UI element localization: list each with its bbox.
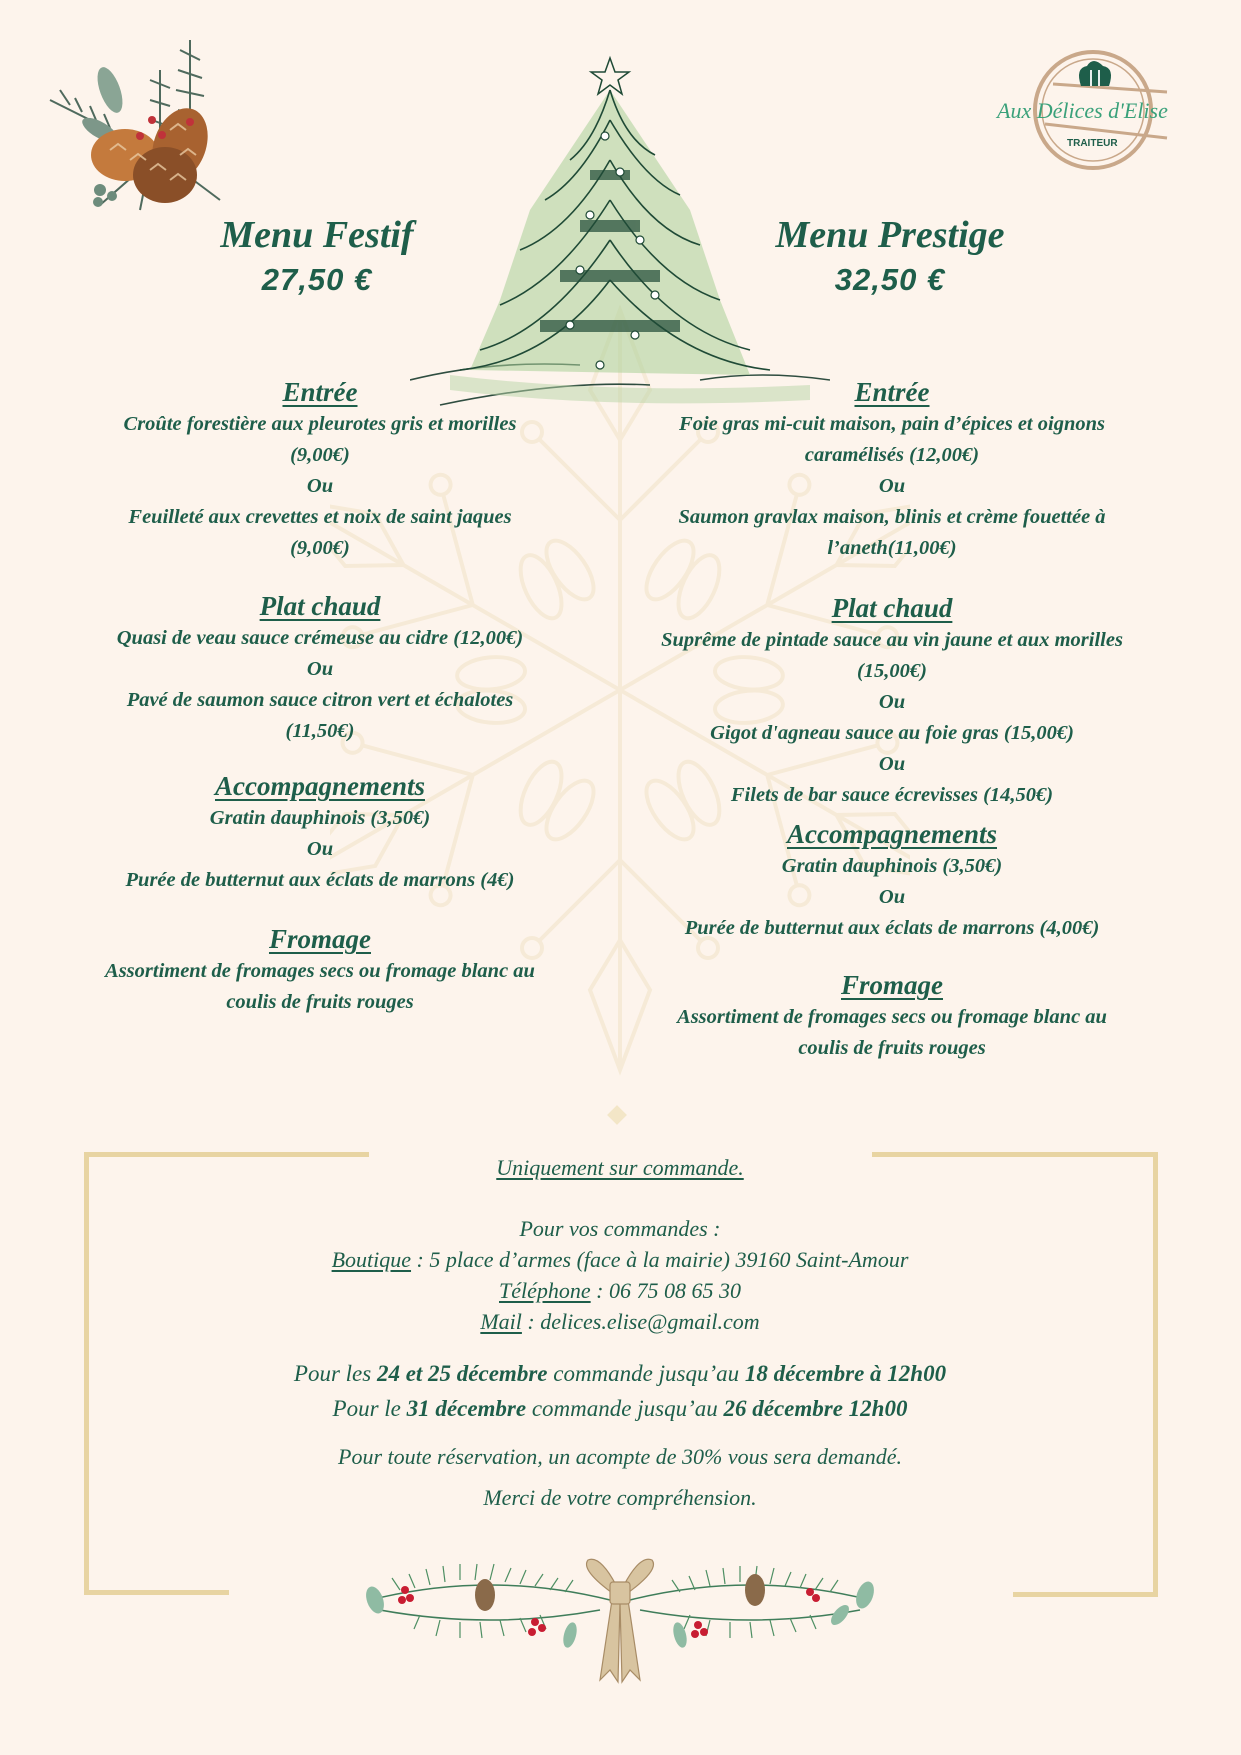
mail-label: Mail bbox=[480, 1309, 522, 1334]
deadline-date: 26 décembre 12h00 bbox=[723, 1396, 908, 1421]
menu-line: Purée de butternut aux éclats de marrons (4,00€) bbox=[684, 917, 1100, 939]
section-fromage bbox=[40, 922, 600, 1018]
menu-line: Pavé de saumon sauce citron vert et échalotes bbox=[126, 689, 514, 711]
menu-line: Suprême de pintade sauce au vin jaune et aux morilles bbox=[661, 629, 1123, 651]
menu-line: Gratin dauphinois (3,50€) bbox=[209, 807, 431, 829]
shop-line bbox=[130, 1244, 1110, 1275]
section-title: Plat chaud bbox=[831, 593, 953, 623]
section-title: Fromage bbox=[268, 924, 371, 954]
thanks-note: Merci de votre compréhension. bbox=[483, 1485, 757, 1510]
logo-badge-icon bbox=[995, 48, 1205, 173]
menu-title: Menu Prestige bbox=[775, 214, 1005, 256]
deadline-date: 31 décembre bbox=[406, 1396, 527, 1421]
menu-price: 32,50 € bbox=[834, 262, 946, 297]
frame-bottom-right bbox=[1013, 1592, 1158, 1597]
menu-line: (9,00€) bbox=[290, 444, 350, 466]
menu-line: Ou bbox=[878, 691, 906, 713]
menu-line: Croûte forestière aux pleurotes gris et morilles bbox=[123, 413, 517, 435]
only-on-order: Uniquement sur commande. bbox=[496, 1155, 744, 1180]
logo-traiteur: TRAITEUR bbox=[1067, 138, 1118, 149]
menu-column-prestige bbox=[612, 375, 1172, 1064]
deposit-note: Pour toute réservation, un acompte de 30% vous sera demandé. bbox=[338, 1444, 902, 1469]
menu-line: (11,50€) bbox=[285, 720, 355, 742]
contact-block bbox=[130, 1213, 1110, 1337]
section-accompagnements bbox=[612, 817, 1172, 944]
menu-line: Quasi de veau sauce crémeuse au cidre (12,00€) bbox=[116, 627, 524, 649]
menu-line: Ou bbox=[878, 475, 906, 497]
menu-line: Gratin dauphinois (3,50€) bbox=[781, 855, 1003, 877]
frame-bottom-left bbox=[84, 1590, 229, 1595]
deadline-date: 18 décembre à 12h00 bbox=[744, 1361, 947, 1386]
menu-line: caramélisés (12,00€) bbox=[804, 444, 980, 466]
section-title: Fromage bbox=[840, 970, 943, 1000]
phone-label: Téléphone bbox=[499, 1278, 591, 1303]
menu-line: coulis de fruits rouges bbox=[798, 1037, 986, 1059]
menu-line: Ou bbox=[306, 658, 334, 680]
section-title: Entrée bbox=[282, 377, 358, 407]
menu-line: (9,00€) bbox=[290, 537, 350, 559]
deadline-line bbox=[130, 1391, 1110, 1426]
section-accompagnements bbox=[40, 769, 600, 896]
menu-line: l’aneth(11,00€) bbox=[827, 537, 957, 559]
deadline-text: Pour le bbox=[332, 1396, 407, 1421]
section-entree bbox=[40, 375, 600, 564]
deadline-text: commande jusqu’au bbox=[547, 1361, 745, 1386]
section-title: Accompagnements bbox=[215, 771, 425, 801]
menu-line: Ou bbox=[306, 838, 334, 860]
section-plat-chaud bbox=[612, 591, 1172, 811]
menu-line: Purée de butternut aux éclats de marrons (4€) bbox=[125, 869, 515, 891]
phone-number[interactable]: : 06 75 08 65 30 bbox=[590, 1278, 741, 1303]
section-entree bbox=[612, 375, 1172, 564]
menu-price: 27,50 € bbox=[261, 262, 373, 297]
menu-line: coulis de fruits rouges bbox=[226, 991, 414, 1013]
section-fromage bbox=[612, 968, 1172, 1064]
section-title: Entrée bbox=[854, 377, 930, 407]
menu-line: Feuilleté aux crevettes et noix de saint jaques bbox=[128, 506, 512, 528]
menu-column-festif bbox=[40, 375, 600, 1018]
menu-line: Foie gras mi-cuit maison, pain d’épices et oignons bbox=[679, 413, 1105, 435]
menu-line: (15,00€) bbox=[856, 660, 928, 682]
menu-line: Saumon gravlax maison, blinis et crème fouettée à bbox=[678, 506, 1106, 528]
menu-header-prestige bbox=[670, 212, 1110, 302]
menu-line: Assortiment de fromages secs ou fromage blanc au bbox=[105, 960, 535, 982]
mail-line bbox=[130, 1306, 1110, 1337]
deadline-text: Pour les bbox=[293, 1361, 377, 1386]
deadline-date: 24 et 25 décembre bbox=[376, 1361, 548, 1386]
section-title: Plat chaud bbox=[259, 591, 381, 621]
mail-address[interactable]: : delices.elise@gmail.com bbox=[521, 1309, 760, 1334]
menu-line: Ou bbox=[878, 886, 906, 908]
section-title: Accompagnements bbox=[787, 819, 997, 849]
order-info bbox=[130, 1150, 1110, 1513]
shop-label: Boutique bbox=[331, 1247, 412, 1272]
deadline-line bbox=[130, 1356, 1110, 1391]
frame-left bbox=[84, 1152, 89, 1594]
phone-line bbox=[130, 1275, 1110, 1306]
menu-title: Menu Festif bbox=[220, 214, 414, 256]
logo-script: Aux Délices d'Elise bbox=[997, 98, 1168, 123]
menu-line: Filets de bar sauce écrevisses (14,50€) bbox=[730, 784, 1054, 806]
shop-address: : 5 place d’armes (face à la mairie) 39160 Saint-Amour bbox=[411, 1247, 909, 1272]
order-deadlines bbox=[130, 1356, 1110, 1426]
menu-line: Gigot d'agneau sauce au foie gras (15,00€) bbox=[710, 722, 1074, 744]
brand-logo bbox=[995, 48, 1205, 173]
orders-intro: Pour vos commandes : bbox=[519, 1216, 721, 1241]
garland-bow-icon bbox=[360, 1540, 880, 1685]
menu-line: Assortiment de fromages secs ou fromage blanc au bbox=[677, 1006, 1107, 1028]
pine-cone-bouquet-icon bbox=[40, 30, 260, 230]
frame-right bbox=[1153, 1152, 1158, 1595]
deadline-text: commande jusqu’au bbox=[526, 1396, 724, 1421]
menu-header-festif bbox=[97, 212, 537, 302]
menu-line: Ou bbox=[878, 753, 906, 775]
menu-line: Ou bbox=[306, 475, 334, 497]
section-plat-chaud bbox=[40, 589, 600, 747]
